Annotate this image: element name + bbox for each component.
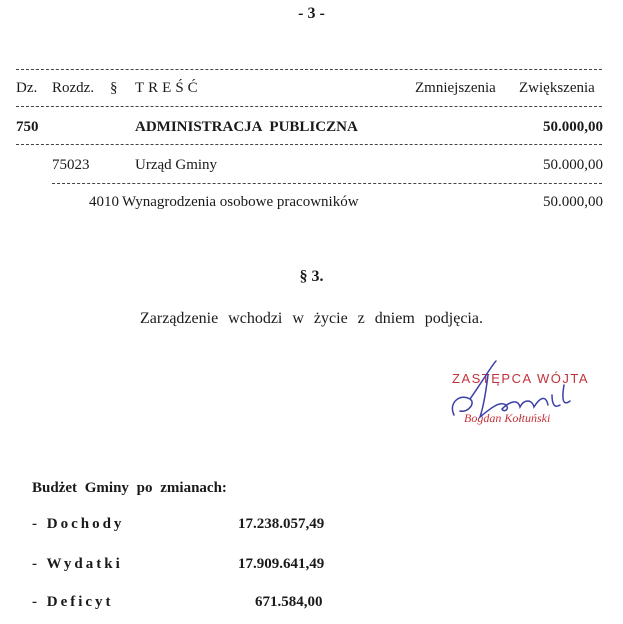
row-description: ADMINISTRACJA PUBLICZNA [135, 119, 358, 135]
budget-label: - Wydatki [32, 556, 123, 572]
budget-label: - Deficyt [32, 594, 114, 610]
table-top-rule [16, 69, 602, 70]
row-code: 4010 [89, 194, 119, 210]
row-amount: 50.000,00 [543, 194, 603, 210]
row-description: Urząd Gminy [135, 157, 218, 173]
official-stamp [440, 355, 610, 445]
budget-title: Budżet Gminy po zmianach: [32, 480, 227, 496]
section-text: Zarządzenie wchodzi w życie z dniem podjęcia. [140, 310, 483, 327]
stamp-title: ZASTĘPCA WÓJTA [452, 371, 590, 386]
row-description: Wynagrodzenia osobowe pracowników [122, 194, 359, 210]
stamp-name: Bogdan Kołtuński [464, 411, 551, 425]
row-code: 750 [16, 119, 39, 135]
budget-value: 671.584,00 [255, 594, 323, 610]
signature-icon [440, 355, 610, 445]
row-amount: 50.000,00 [543, 157, 603, 173]
table-header-rule [16, 106, 602, 107]
header-dz: Dz. [16, 80, 38, 96]
header-paragraph: § [110, 80, 118, 96]
budget-label: - Dochody [32, 516, 125, 532]
row-amount: 50.000,00 [543, 119, 603, 135]
row-rule [16, 144, 602, 145]
header-rozdz: Rozdz. [52, 80, 95, 96]
header-zmniejszenia: Zmniejszenia [415, 80, 496, 96]
section-title: § 3. [299, 268, 324, 285]
budget-value: 17.909.641,49 [238, 556, 325, 572]
page-number: - 3 - [298, 5, 325, 22]
row-code: 75023 [52, 157, 90, 173]
row-rule [52, 183, 602, 184]
header-zwiekszenia: Zwiększenia [519, 80, 595, 96]
header-tresc: TREŚĆ [135, 80, 202, 96]
budget-value: 17.238.057,49 [238, 516, 325, 532]
